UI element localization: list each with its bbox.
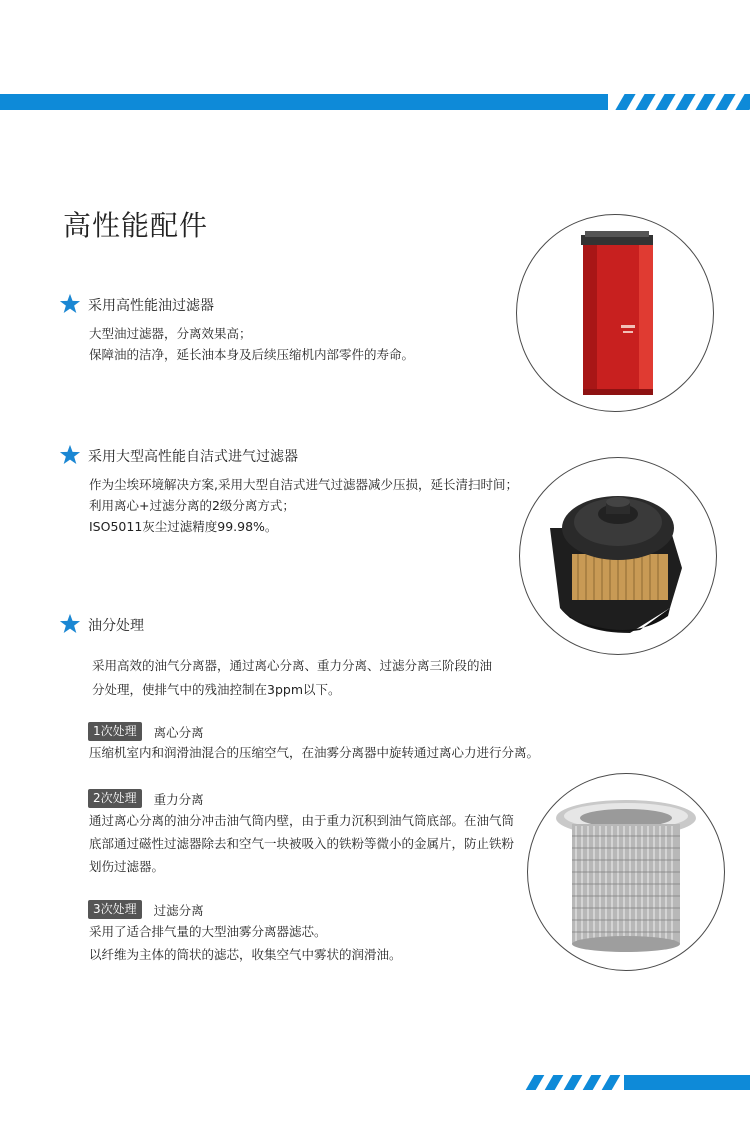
star-icon <box>59 293 81 315</box>
step-label: 离心分离 <box>153 724 204 740</box>
bottom-bar <box>624 1075 750 1090</box>
step-label: 过滤分离 <box>153 902 204 918</box>
oil-filter-image <box>516 214 714 412</box>
step-header <box>88 722 204 741</box>
step-text: 压缩机室内和润滑油混合的压缩空气，在油雾分离器中旋转通过离心力进行分离。 <box>89 745 540 760</box>
air-filter-image <box>519 457 717 655</box>
section-text: 大型油过滤器，分离效果高； 保障油的洁净，延长油本身及后续压缩机内部零件的寿命。 <box>89 326 415 362</box>
step-label: 重力分离 <box>153 791 204 807</box>
top-bar <box>0 94 608 110</box>
section-title: 采用高性能油过滤器 <box>88 298 214 314</box>
page-title: 高性能配件 <box>63 209 209 242</box>
step-text: 通过离心分离的油分冲击油气筒内壁，由于重力沉积到油气筒底部。在油气筒 底部通过磁性过滤器除去和空气一块被吸入的铁粉等微小的金属片，防止铁粉 划伤过滤器。 <box>89 813 515 874</box>
step-badge: 2次处理 <box>88 789 142 808</box>
section-text: 采用高效的油气分离器，通过离心分离、重力分离、过滤分离三阶段的油 分处理，使排气中的残油控制在3ppm以下。 <box>92 658 493 697</box>
section-title: 采用大型高性能自洁式进气过滤器 <box>88 449 298 465</box>
step-badge: 1次处理 <box>88 722 142 741</box>
step-text: 采用了适合排气量的大型油雾分离器滤芯。 以纤维为主体的筒状的滤芯，收集空气中雾状的润滑油。 <box>89 924 402 962</box>
section-title: 油分处理 <box>88 618 144 634</box>
oil-separator-image <box>527 773 725 971</box>
step-badge: 3次处理 <box>88 900 142 919</box>
star-icon <box>59 444 81 466</box>
step-header <box>88 789 204 808</box>
section-text: 作为尘埃环境解决方案,采用大型自洁式进气过滤器减少压损，延长清扫时间； 利用离心+过滤分离的2级分离方式； ISO5011灰尘过滤精度99.98%。 <box>89 477 518 534</box>
star-icon <box>59 613 81 635</box>
step-header <box>88 900 204 919</box>
